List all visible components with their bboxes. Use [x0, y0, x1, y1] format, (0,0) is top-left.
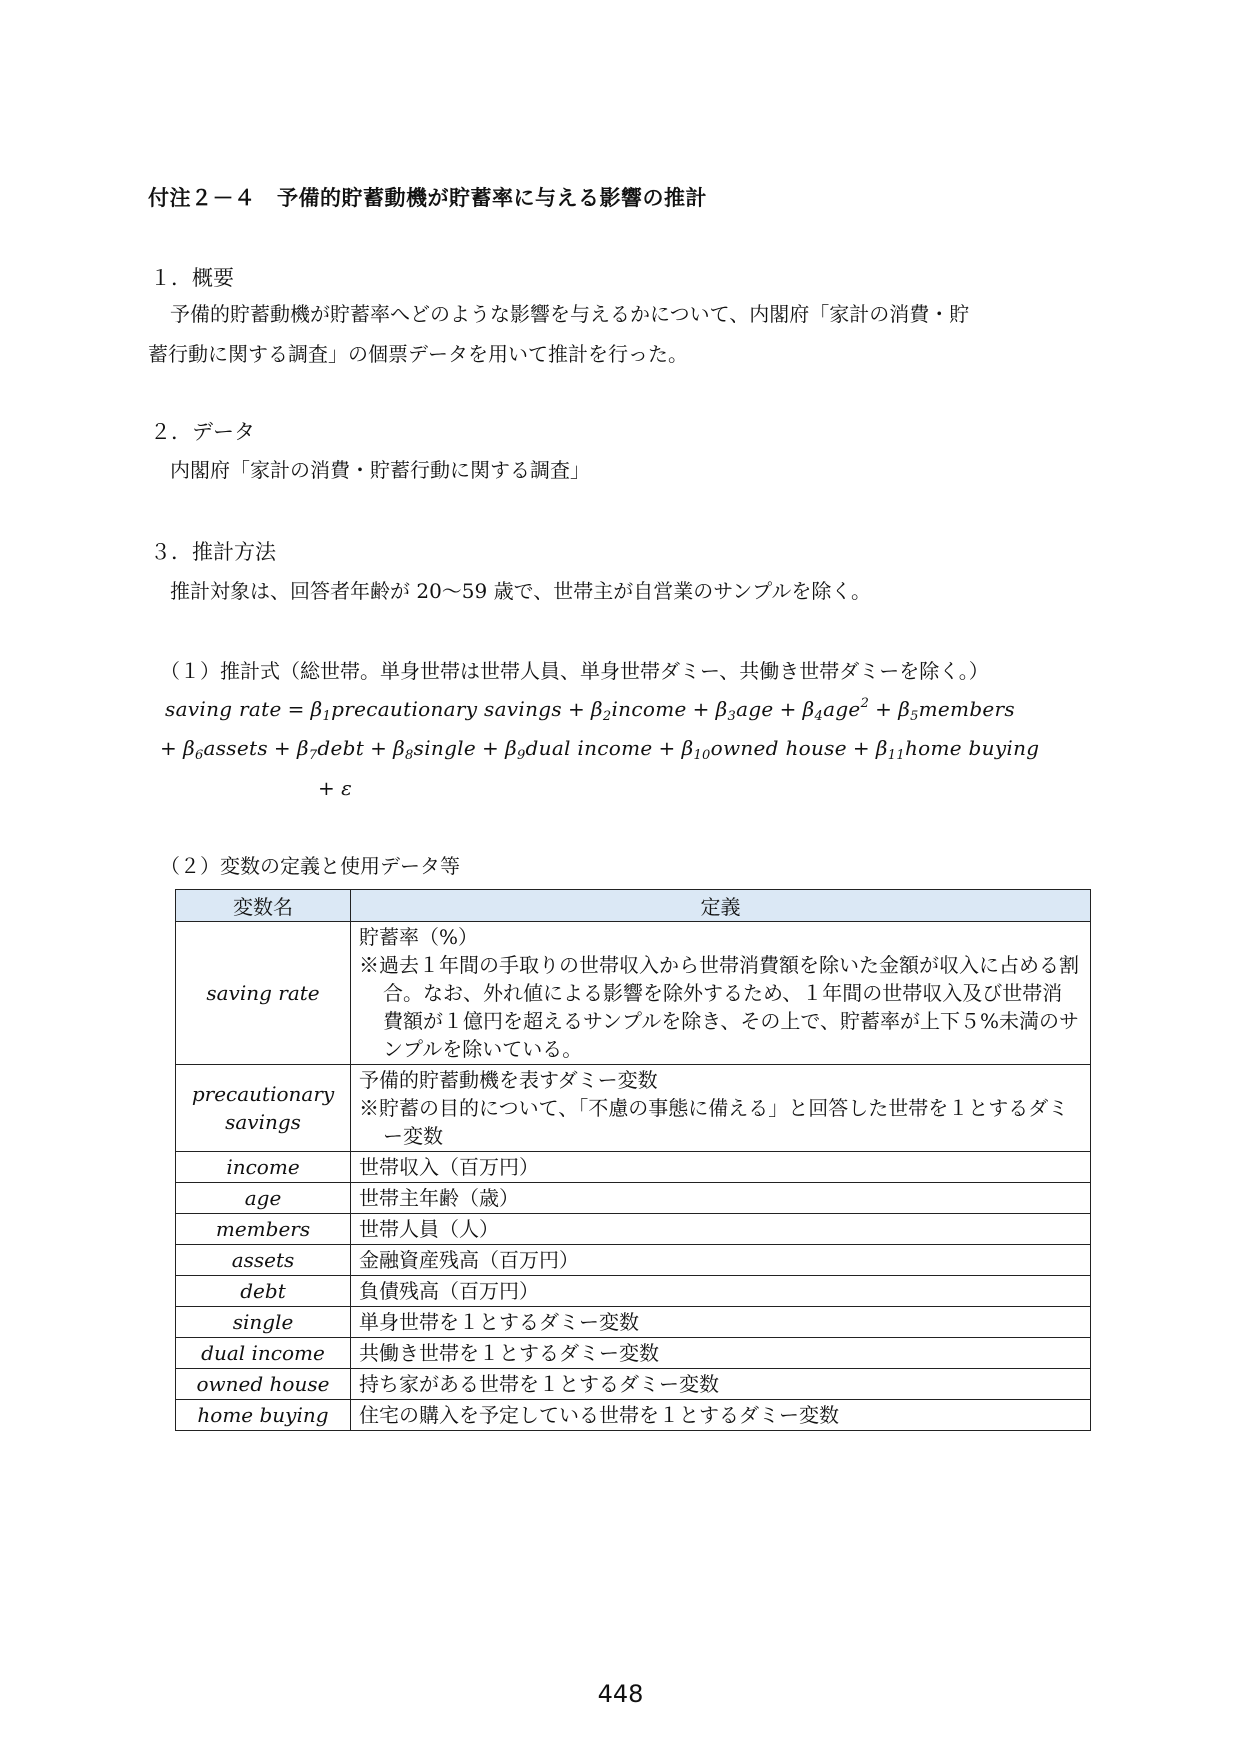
variable-name	[176, 1065, 351, 1152]
definition-line: 予備的貯蓄動機を表すダミー変数	[359, 1068, 658, 1092]
definition-note: ※貯蓄の目的について、「不慮の事態に備える」と回答した世帯を１とするダミー変数	[359, 1096, 1069, 1148]
variable-definition: 負債残高（百万円）	[351, 1276, 1091, 1307]
variable-name: owned house	[176, 1369, 351, 1400]
variable-definition: 世帯主年齢（歳）	[351, 1183, 1091, 1214]
variable-definition	[351, 1065, 1091, 1152]
table-row	[176, 1214, 1091, 1245]
equation-line-1: saving rate = $\beta_1precautionary$ savings + $\beta_2income + \beta_3age + \beta_4age^2$ + $\beta_5members$	[165, 696, 1015, 724]
subsection-equation-heading: （１）推計式（総世帯。単身世帯は世帯人員、単身世帯ダミー、共働き世帯ダミーを除く。）	[160, 659, 989, 683]
variable-name: home buying	[176, 1400, 351, 1431]
equation-line-3: + ε	[318, 776, 353, 800]
variable-name: assets	[176, 1245, 351, 1276]
section-1-body-line-2: 蓄行動に関する調査」の個票データを用いて推計を行った。	[148, 342, 688, 366]
section-2-body: 内閣府「家計の消費・貯蓄行動に関する調査」	[170, 458, 590, 482]
variable-name: debt	[176, 1276, 351, 1307]
section-1-heading: １．概要	[150, 266, 234, 290]
table-row	[176, 1338, 1091, 1369]
section-3-body: 推計対象は、回答者年齢が 20～59 歳で、世帯主が自営業のサンプルを除く。	[170, 579, 872, 603]
variable-definition: 単身世帯を１とするダミー変数	[351, 1307, 1091, 1338]
table-header-row	[176, 890, 1091, 922]
definition-note: ※過去１年間の手取りの世帯収入から世帯消費額を除いた金額が収入に占める割合。なお、外れ値による影響を除外するため、１年間の世帯収入及び世帯消費額が１億円を超えるサンプルを除き、その上で、貯蓄率が上下５%未満のサンプルを除いている。	[359, 953, 1080, 1061]
variable-name: dual income	[176, 1338, 351, 1369]
variable-name: single	[176, 1307, 351, 1338]
variable-name: saving rate	[176, 922, 351, 1065]
table-row	[176, 1276, 1091, 1307]
subsection-table-heading: （２）変数の定義と使用データ等	[160, 854, 460, 878]
section-1-body-line-1: 予備的貯蓄動機が貯蓄率へどのような影響を与えるかについて、内閣府「家計の消費・貯	[170, 302, 970, 326]
page-title: 付注２－４ 予備的貯蓄動機が貯蓄率に与える影響の推計	[148, 186, 707, 210]
header-variable-name: 変数名	[176, 890, 351, 922]
table-row	[176, 1245, 1091, 1276]
header-definition: 定義	[351, 890, 1091, 922]
variable-name-line-2: savings	[225, 1110, 301, 1134]
variable-definition: 世帯収入（百万円）	[351, 1152, 1091, 1183]
table-row	[176, 1400, 1091, 1431]
table-row	[176, 1183, 1091, 1214]
variable-definition: 共働き世帯を１とするダミー変数	[351, 1338, 1091, 1369]
variables-table	[175, 889, 1091, 1431]
table-row	[176, 1152, 1091, 1183]
variable-name: income	[176, 1152, 351, 1183]
section-2-heading: ２．データ	[150, 420, 255, 444]
variable-definition: 持ち家がある世帯を１とするダミー変数	[351, 1369, 1091, 1400]
variable-name-line-1: precautionary	[191, 1082, 335, 1106]
variable-definition: 住宅の購入を予定している世帯を１とするダミー変数	[351, 1400, 1091, 1431]
table-row	[176, 922, 1091, 1065]
section-3-heading: ３．推計方法	[150, 540, 276, 564]
variable-definition: 金融資産残高（百万円）	[351, 1245, 1091, 1276]
table-row	[176, 1065, 1091, 1152]
variable-definition	[351, 922, 1091, 1065]
page-number: 448	[597, 1680, 644, 1708]
variable-name: age	[176, 1183, 351, 1214]
variable-definition: 世帯人員（人）	[351, 1214, 1091, 1245]
equation-line-2: + $\beta_6assets$ + $\beta_7debt$ + $\beta_8single$ + $\beta_9dual$ income + $\beta_{10}owned$ house + $\beta_{11}home$ buying	[160, 736, 1040, 763]
table-row	[176, 1307, 1091, 1338]
table-row	[176, 1369, 1091, 1400]
variable-name: members	[176, 1214, 351, 1245]
definition-line: 貯蓄率（%）	[359, 925, 479, 949]
